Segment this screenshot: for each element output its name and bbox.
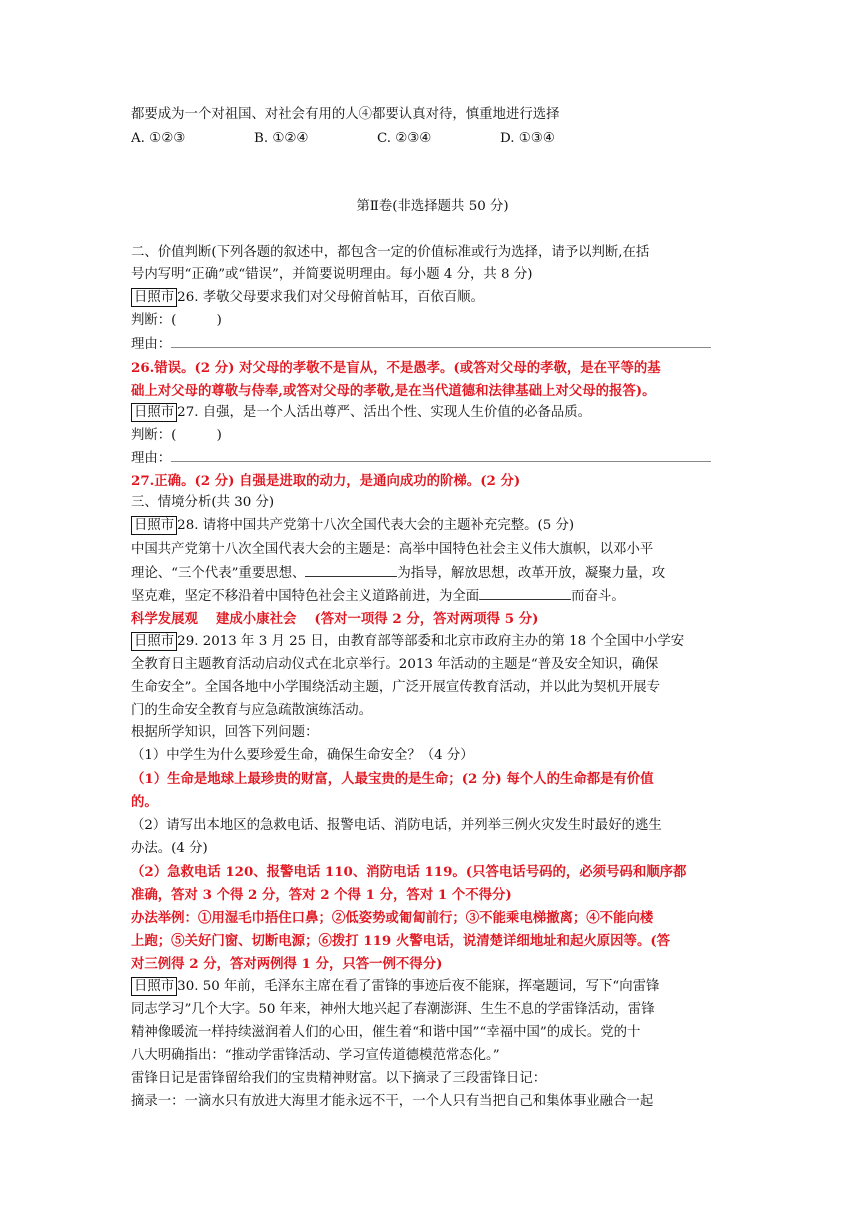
answer-29-2-cont: 准确，答对 3 个得 2 分，答对 2 个得 1 分，答对 1 个不得分) bbox=[131, 887, 512, 903]
source-tag: 日照市 bbox=[131, 288, 177, 307]
reason-line bbox=[131, 447, 741, 470]
answer-29-3-cont: 对三例得 2 分，答对两例得 1 分，只答一例不得分) bbox=[131, 956, 443, 972]
source-tag: 日照市 bbox=[131, 516, 177, 535]
sub-question: （2）请写出本地区的急救电话、报警电话、消防电话，并列举三例火灾发生时最好的逃生 bbox=[131, 818, 662, 833]
question-text: 29. 2013 年 3 月 25 日，由教育部等部委和北京市政府主办的第 18 个全国中小学安 bbox=[177, 634, 685, 649]
question-text: 27. 自强，是一个人活出尊严、活出个性、实现人生价值的必备品质。 bbox=[177, 405, 592, 420]
option-a: A. ①②③ bbox=[131, 131, 186, 146]
text-segment: 理论、“三个代表”重要思想、 bbox=[131, 566, 306, 581]
judge-line: 判断：( ) bbox=[131, 313, 222, 328]
question-text: 26. 孝敬父母要求我们对父母俯首帖耳，百依百顺。 bbox=[177, 290, 484, 305]
fill-blank bbox=[479, 585, 571, 600]
answer-28: 科学发展观 建成小康社会 (答对一项得 2 分，答对两项得 5 分) bbox=[131, 611, 539, 627]
section-2-heading-cont: 号内写明“正确”或“错误”，并简要说明理由。每小题 4 分，共 8 分) bbox=[131, 267, 533, 282]
option-b: B. ①②④ bbox=[254, 131, 309, 146]
section-2-heading: 二、价值判断(下列各题的叙述中，都包含一定的价值标准或行为选择，请予以判断,在括 bbox=[131, 245, 650, 260]
text-line: 摘录一：一滴水只有放进大海里才能永远不干，一个人只有当把自己和集体事业融合一起 bbox=[131, 1094, 654, 1109]
question-text: 28. 请将中国共产党第十八次全国代表大会的主题补充完整。(5 分) bbox=[177, 518, 575, 533]
text-line: 根据所学知识，回答下列问题： bbox=[131, 725, 319, 740]
text-line: 八大明确指出：“推动学雷锋活动、学习宣传道德模范常态化。” bbox=[131, 1048, 500, 1063]
text-line: 全教育日主题教育活动启动仪式在北京举行。2013 年活动的主题是“普及安全知识，确保 bbox=[131, 657, 659, 672]
answer-29-3-cont: 上跑；⑤关好门窗、切断电源；⑥拨打 119 火警电话，说清楚详细地址和起火原因等。(答 bbox=[131, 933, 671, 949]
answer-27: 27.正确。(2 分) 自强是进取的动力，是通向成功的阶梯。(2 分) bbox=[131, 473, 521, 489]
text-segment: 为指导，解放思想，改革开放，凝聚力量，攻 bbox=[397, 566, 666, 581]
question-28 bbox=[131, 515, 741, 537]
reason-label: 理由： bbox=[131, 451, 172, 466]
option-c: C. ②③④ bbox=[377, 131, 432, 146]
sub-question-cont: 办法。(4 分) bbox=[131, 841, 208, 856]
text-segment: 坚克难，坚定不移沿着中国特色社会主义道路前进，为全面 bbox=[131, 589, 480, 604]
answer-29-2: （2）急救电话 120、报警电话 110、消防电话 119。(只答电话号码的，必须号码和顺序都 bbox=[131, 864, 687, 880]
answer-rule bbox=[171, 447, 711, 462]
fill-in-line bbox=[131, 562, 741, 585]
answer-26-cont: 础上对父母的尊敬与侍奉,或答对父母的孝敬,是在当代道德和法律基础上对父母的报答)。 bbox=[131, 383, 656, 399]
question-27 bbox=[131, 402, 741, 424]
question-text: 30. 50 年前，毛泽东主席在看了雷锋的事迹后夜不能寐，挥毫题词，写下“向雷锋 bbox=[177, 979, 660, 994]
answer-29-3: 办法举例：①用湿毛巾捂住口鼻；②低姿势或匍匐前行；③不能乘电梯撤离；④不能向楼 bbox=[131, 910, 654, 926]
answer-29-1-cont: 的。 bbox=[131, 794, 158, 810]
text-line: 同志学习”几个大字。50 年来，神州大地兴起了春潮澎湃、生生不息的学雷锋活动，雷锋 bbox=[131, 1002, 655, 1017]
text-line: 门的生命安全教育与应急疏散演练活动。 bbox=[131, 703, 373, 718]
reason-line bbox=[131, 333, 741, 356]
question-30 bbox=[131, 976, 741, 998]
text-line: 精神像暖流一样持续滋润着人们的心田，催生着“和谐中国”“幸福中国”的成长。党的十 bbox=[131, 1025, 641, 1040]
answer-options bbox=[131, 128, 741, 150]
question-29 bbox=[131, 631, 741, 653]
text-segment: 而奋斗。 bbox=[571, 589, 625, 604]
answer-rule bbox=[171, 333, 711, 348]
section-title: 第Ⅱ卷(非选择题共 50 分) bbox=[356, 199, 509, 214]
text-line: 都要成为一个对祖国、对社会有用的人④都要认真对待，慎重地进行选择 bbox=[131, 107, 560, 122]
text-line: 中国共产党第十八次全国代表大会的主题是：高举中国特色社会主义伟大旗帜，以邓小平 bbox=[131, 542, 654, 557]
sub-question: （1）中学生为什么要珍爱生命，确保生命安全？（4 分） bbox=[131, 748, 474, 763]
fill-in-line bbox=[131, 585, 741, 608]
reason-label: 理由： bbox=[131, 337, 172, 352]
fill-blank bbox=[305, 562, 397, 577]
option-d: D. ①③④ bbox=[500, 131, 555, 146]
source-tag: 日照市 bbox=[131, 632, 177, 651]
source-tag: 日照市 bbox=[131, 977, 177, 996]
judge-line: 判断：( ) bbox=[131, 428, 222, 443]
text-line: 雷锋日记是雷锋留给我们的宝贵精神财富。以下摘录了三段雷锋日记： bbox=[131, 1071, 547, 1086]
text-line: 生命安全”。全国各地中小学围绕活动主题，广泛开展宣传教育活动，并以此为契机开展专 bbox=[131, 680, 661, 695]
question-26 bbox=[131, 287, 741, 309]
section-3-heading: 三、情境分析(共 30 分) bbox=[131, 495, 275, 510]
answer-29-1: （1）生命是地球上最珍贵的财富，人最宝贵的是生命；(2 分) 每个人的生命都是有价值 bbox=[131, 771, 654, 787]
source-tag: 日照市 bbox=[131, 403, 177, 422]
answer-26: 26.错误。(2 分) 对父母的孝敬不是盲从，不是愚孝。(或答对父母的孝敬，是在平等的基 bbox=[131, 360, 661, 376]
